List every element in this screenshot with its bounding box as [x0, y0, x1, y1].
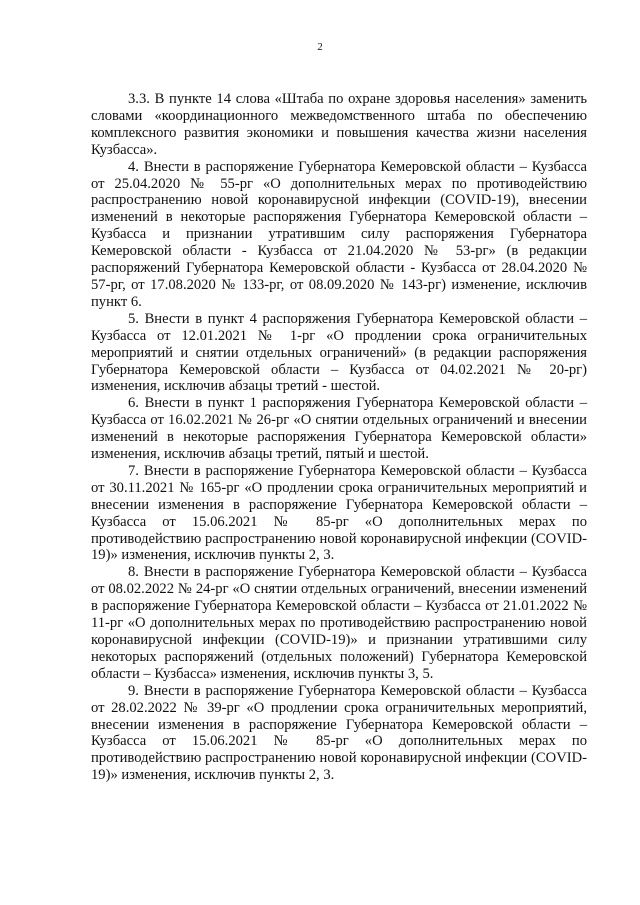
paragraph-5: 5. Внести в пункт 4 распоряжения Губернатора Кемеровской области – Кузбасса от 12.01.2021 № 1-рг «О продлении срока ограничительных мероприятий и снятии отдельных ограничений» (в редакции распоряжения Губернатора Кемеровской области – Кузбасса от 04.02.2021 № 20-рг) изменения, исключив абзацы третий - шестой. [91, 310, 587, 395]
page-number: 2 [317, 41, 323, 53]
paragraph-6: 6. Внести в пункт 1 распоряжения Губернатора Кемеровской области – Кузбасса от 16.02.2021 № 26-рг «О снятии отдельных ограничений и внесении изменений в некоторые распоряжения Губернатора Кемеровской области» изменения, исключив абзацы третий, пятый и шестой. [91, 395, 587, 463]
paragraph-4: 4. Внести в распоряжение Губернатора Кемеровской области – Кузбасса от 25.04.2020 № 55-рг «О дополнительных мерах по противодействию распространению новой коронавирусной инфекции (COVID-19), внесении изменений в некоторые распоряжения Губернатора Кемеровской области – Кузбасса и признании утратившим силу распоряжения Губернатора Кемеровской области - Кузбасса от 21.04.2020 № 53-рг» (в редакции распоряжений Губернатора Кемеровской области - Кузбасса от 28.04.2020 № 57-рг, от 17.08.2020 № 133-рг, от 08.09.2020 № 143-рг) изменение, исключив пункт 6. [91, 158, 587, 310]
paragraph-9: 9. Внести в распоряжение Губернатора Кемеровской области – Кузбасса от 28.02.2022 № 39-рг «О продлении срока ограничительных мероприятий, внесении изменения в распоряжение Губернатора Кемеровской области – Кузбасса от 15.06.2021 № 85-рг «О дополнительных мерах по противодействию распространению новой коронавирусной инфекции (COVID-19)» изменения, исключив пункты 2, 3. [91, 682, 587, 784]
paragraph-7: 7. Внести в распоряжение Губернатора Кемеровской области – Кузбасса от 30.11.2021 № 165-рг «О продлении срока ограничительных мероприятий и внесении изменения в распоряжение Губернатора Кемеровской области – Кузбасса от 15.06.2021 № 85-рг «О дополнительных мерах по противодействию распространению новой коронавирусной инфекции (COVID-19)» изменения, исключив пункты 2, 3. [91, 462, 587, 564]
document-body [91, 91, 587, 784]
paragraph-8: 8. Внести в распоряжение Губернатора Кемеровской области – Кузбасса от 08.02.2022 № 24-рг «О снятии отдельных ограничений, внесении изменений в распоряжение Губернатора Кемеровской области – Кузбасса от 21.01.2022 № 11-рг «О дополнительных мерах по противодействию распространению новой коронавирусной инфекции (COVID-19)» и признании утратившими силу некоторых распоряжений (отдельных положений) Губернатора Кемеровской области – Кузбасса» изменения, исключив пункты 3, 5. [91, 564, 587, 682]
paragraph-3-3: 3.3. В пункте 14 слова «Штаба по охране здоровья населения» заменить словами «координационного межведомственного штаба по обеспечению комплексного развития экономики и повышения качества жизни населения Кузбасса». [91, 91, 587, 158]
